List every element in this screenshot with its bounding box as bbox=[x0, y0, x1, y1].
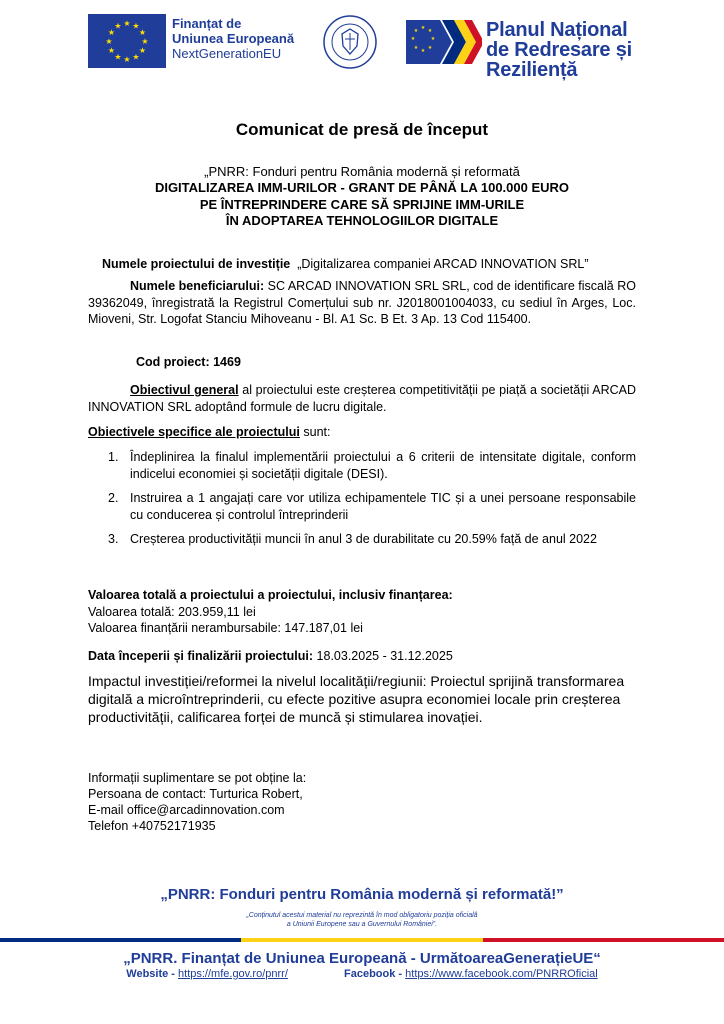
list-item-text: Creșterea productivității muncii în anul 3 de durabilitate cu 20.59% față de anul 2022 bbox=[130, 532, 597, 546]
list-item-text: Îndeplinirea la finalul implementării proiectului a 6 criterii de intensitate digitale, conform indicelui economiei și societății digitale (DESI). bbox=[130, 450, 636, 481]
svg-text:★: ★ bbox=[114, 52, 122, 62]
pnrr-line-2: de Redresare și Reziliență bbox=[486, 39, 632, 81]
list-item-number: 3. bbox=[108, 532, 119, 546]
specific-objectives-list bbox=[88, 449, 636, 556]
svg-text:★: ★ bbox=[123, 19, 131, 28]
svg-text:★: ★ bbox=[114, 21, 122, 31]
footer-slogan: „PNRR: Fonduri pentru România modernă și reformată!” bbox=[160, 886, 564, 903]
contact-phone: Telefon +40752171935 bbox=[88, 819, 216, 833]
svg-text:★: ★ bbox=[427, 45, 433, 51]
svg-text:★: ★ bbox=[107, 28, 116, 37]
list-item bbox=[88, 490, 636, 523]
eu-line-1: Finanțat de bbox=[172, 16, 242, 31]
list-item-number: 2. bbox=[108, 491, 119, 505]
total-value: Valoarea totală: 203.959,11 lei bbox=[88, 604, 256, 619]
list-item bbox=[88, 449, 636, 482]
divider-yellow bbox=[241, 938, 482, 942]
svg-text:★: ★ bbox=[413, 45, 419, 51]
project-value-label: Valoarea totală a proiectului a proiectului, inclusiv finanțarea: bbox=[88, 588, 453, 602]
list-item bbox=[88, 531, 636, 548]
specific-objectives-heading bbox=[88, 424, 330, 441]
svg-text:★: ★ bbox=[132, 52, 140, 62]
svg-text:★: ★ bbox=[123, 55, 131, 64]
contact-person: Persoana de contact: Turturica Robert, bbox=[88, 787, 303, 801]
project-dates-label: Data începerii și finalizării proiectului: bbox=[88, 649, 314, 663]
specific-objectives-suffix: sunt: bbox=[303, 425, 331, 439]
project-code-label: Cod proiect: bbox=[136, 355, 210, 369]
project-code-value: 1469 bbox=[213, 355, 241, 369]
footer-links bbox=[0, 968, 724, 980]
contact-intro: Informații suplimentare se pot obține la: bbox=[88, 771, 307, 785]
eu-line-3: NextGenerationEU bbox=[172, 46, 282, 61]
svg-text:★: ★ bbox=[413, 28, 419, 34]
svg-text:★: ★ bbox=[420, 48, 426, 54]
website-label: Website - bbox=[126, 968, 175, 980]
disclaimer-line-1: „Conținutul acestui material nu reprezintă în mod obligatoriu poziția oficială bbox=[246, 912, 478, 919]
list-item-text: Instruirea a 1 angajați care vor utiliza echipamentele TIC și a unei persoane responsabile cu conducerea și controlul întreprinderii bbox=[130, 491, 636, 522]
headline-line-3: ÎN ADOPTAREA TEHNOLOGIILOR DIGITALE bbox=[225, 213, 499, 228]
svg-text:★: ★ bbox=[107, 46, 116, 55]
page-title: Comunicat de presă de început bbox=[235, 120, 489, 139]
facebook-link[interactable]: https://www.facebook.com/PNRROficial bbox=[405, 968, 598, 980]
headline-line-2: PE ÎNTREPRINDERE CARE SĂ SPRIJINE IMM-URILE bbox=[199, 196, 525, 212]
svg-text:★: ★ bbox=[132, 21, 140, 31]
eu-line-2: Uniunea Europeană bbox=[172, 31, 295, 46]
project-name-line bbox=[102, 256, 589, 273]
list-item-number: 1. bbox=[108, 450, 119, 464]
svg-text:★: ★ bbox=[420, 25, 426, 31]
pnrr-title bbox=[486, 20, 724, 80]
headline bbox=[0, 180, 724, 230]
general-objective-label: Obiectivul general bbox=[130, 383, 239, 397]
svg-text:★: ★ bbox=[138, 46, 147, 55]
svg-text:★: ★ bbox=[105, 37, 113, 46]
specific-objectives-label: Obiectivele specifice ale proiectului bbox=[88, 425, 300, 439]
disclaimer-line-2: a Uniunii Europene sau a Guvernului României”. bbox=[286, 921, 438, 928]
project-dates bbox=[88, 648, 453, 665]
svg-text:★: ★ bbox=[410, 36, 416, 42]
beneficiary-text: SC ARCAD INNOVATION SRL SRL, cod de identificare fiscală RO 39362049, înregistrată la Registrul Comerțului sub nr. J2018001004033, cu sediul în Arges, Loc. Mioveni, Str. Logofat Stanciu Mihoveanu - Bl. A1 Sc. B Et. 3 Ap. 13 Cod 115400. bbox=[88, 279, 636, 326]
project-value bbox=[88, 587, 453, 637]
general-objective bbox=[88, 382, 636, 415]
pnrr-logo bbox=[406, 16, 482, 68]
government-seal-logo bbox=[322, 14, 378, 70]
subtitle: „PNRR: Fonduri pentru România modernă și reformată bbox=[204, 164, 520, 179]
svg-text:★: ★ bbox=[427, 28, 433, 34]
svg-text:★: ★ bbox=[430, 36, 436, 42]
project-code bbox=[136, 354, 241, 371]
divider-blue bbox=[0, 938, 241, 942]
project-dates-value: 18.03.2025 - 31.12.2025 bbox=[316, 649, 453, 663]
headline-line-1: DIGITALIZAREA IMM-URILOR - GRANT DE PÂNĂ LA 100.000 EURO bbox=[154, 180, 570, 195]
beneficiary-paragraph bbox=[88, 278, 636, 328]
nonrefundable-value: Valoarea finanțării nerambursabile: 147.187,01 lei bbox=[88, 621, 363, 635]
beneficiary-label: Numele beneficiarului: bbox=[130, 279, 265, 293]
facebook-label: Facebook - bbox=[344, 968, 403, 980]
footer-disclaimer bbox=[0, 911, 724, 929]
contact-info bbox=[88, 770, 306, 834]
website-link[interactable]: https://mfe.gov.ro/pnrr/ bbox=[178, 968, 288, 980]
footer-funded-by: „PNRR. Finanțat de Uniunea Europeană - UrmătoareaGenerațieUE“ bbox=[123, 950, 601, 967]
svg-text:★: ★ bbox=[138, 28, 147, 37]
project-name: „Digitalizarea companiei ARCAD INNOVATION SRL” bbox=[297, 257, 589, 271]
coat-of-arms-icon bbox=[322, 14, 378, 70]
eu-flag-logo bbox=[88, 14, 166, 68]
divider-red bbox=[483, 938, 724, 942]
eu-stars-icon bbox=[88, 14, 166, 68]
contact-email: E-mail office@arcadinnovation.com bbox=[88, 803, 285, 817]
pnrr-flags-icon bbox=[406, 16, 482, 68]
svg-text:★: ★ bbox=[141, 37, 149, 46]
pnrr-line-1: Planul Național bbox=[486, 19, 628, 41]
general-objective-text: al proiectului este creșterea competitivității pe piață a societății ARCAD INNOVATION SRL adoptând formule de lucru digitale. bbox=[88, 383, 636, 414]
eu-funding-label bbox=[172, 16, 294, 61]
impact-paragraph: Impactul investiției/reformei la nivelul localității/regiunii: Proiectul sprijină transformarea digitală a microîntreprinderii, cu efecte pozitive asupra economiei locale prin creșterea productivității, calificarea forței de muncă și stimularea inovației. bbox=[88, 673, 625, 725]
project-label: Numele proiectului de investiție bbox=[102, 257, 291, 271]
tricolor-divider bbox=[0, 938, 724, 942]
